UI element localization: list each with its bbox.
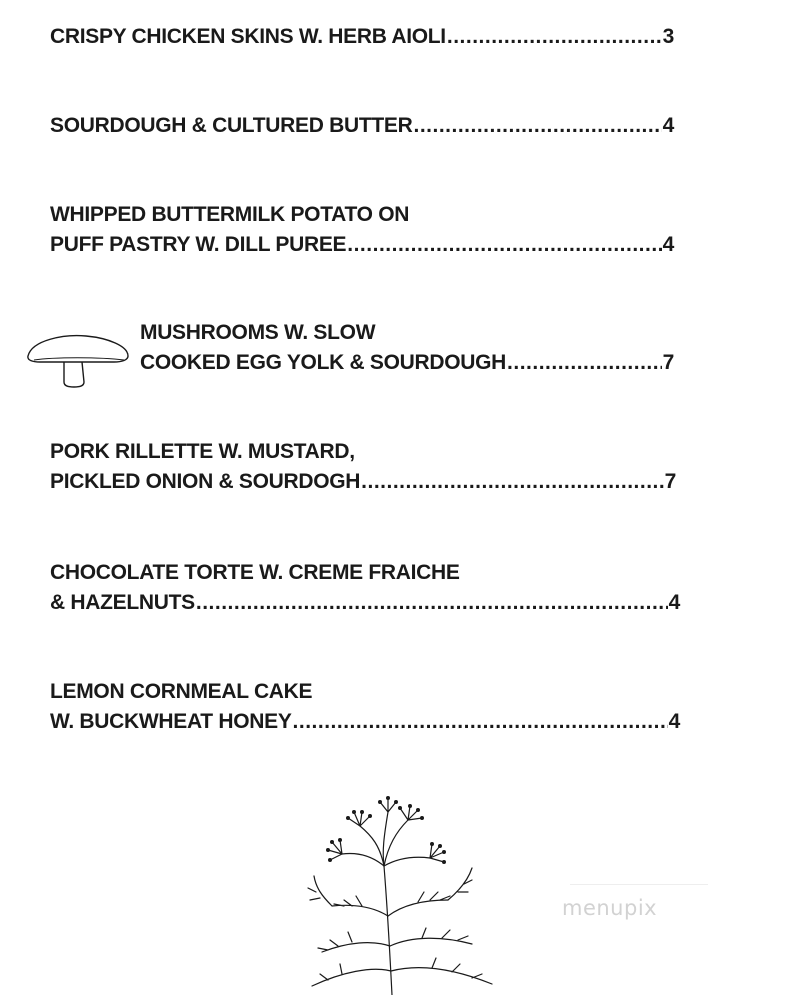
watermark: menupix [562, 896, 658, 920]
menu-item-name: W. BUCKWHEAT HONEY [50, 710, 292, 733]
menu-item-name: PICKLED ONION & SOURDOGH [50, 470, 361, 493]
dot-leader [347, 230, 661, 260]
menu-item [50, 200, 674, 260]
menu-item [50, 437, 676, 497]
dot-leader [196, 588, 668, 618]
menu-item-name-line: LEMON CORNMEAL CAKE [50, 680, 313, 703]
menu-item-last-line [140, 348, 674, 378]
menu-item-name: PUFF PASTRY W. DILL PUREE [50, 233, 347, 256]
menu-item-last-line [50, 707, 680, 737]
dot-leader [447, 22, 662, 52]
menu-item-name: CRISPY CHICKEN SKINS W. HERB AIOLI [50, 25, 446, 48]
menu-item-name-line: MUSHROOMS W. SLOW [140, 321, 376, 344]
menu-item [50, 558, 680, 618]
dot-leader [293, 707, 668, 737]
menu-item-last-line [50, 22, 674, 52]
dot-leader [361, 467, 663, 497]
menu-item-last-line [50, 111, 674, 141]
menu-item [50, 22, 674, 52]
menu-item-name-line: PORK RILLETTE W. MUSTARD, [50, 440, 355, 463]
watermark-rule [570, 884, 708, 885]
mushroom-icon [24, 330, 132, 390]
dot-leader [507, 348, 662, 378]
menu-item [50, 111, 674, 141]
menu-item-price: 4 [662, 114, 674, 137]
menu-item-last-line [50, 588, 680, 618]
menu-item-last-line [50, 230, 674, 260]
menu-item-name: COOKED EGG YOLK & SOURDOUGH [140, 351, 507, 374]
menu-item-last-line [50, 467, 676, 497]
menu-item-name: & HAZELNUTS [50, 591, 195, 614]
menu-item [140, 318, 674, 378]
menu-item-price: 3 [662, 25, 674, 48]
menu-item-price: 4 [668, 591, 680, 614]
menu-item-price: 4 [662, 233, 674, 256]
dot-leader [414, 111, 662, 141]
menu-item-price: 7 [664, 470, 676, 493]
menu-item-name-line: WHIPPED BUTTERMILK POTATO ON [50, 203, 410, 226]
menu-item-price: 4 [668, 710, 680, 733]
menu-item-price: 7 [662, 351, 674, 374]
menu-item [50, 677, 680, 737]
menu-item-name-line: CHOCOLATE TORTE W. CREME FRAICHE [50, 561, 460, 584]
dill-herb-icon [292, 796, 508, 995]
menu-item-name: SOURDOUGH & CULTURED BUTTER [50, 114, 413, 137]
